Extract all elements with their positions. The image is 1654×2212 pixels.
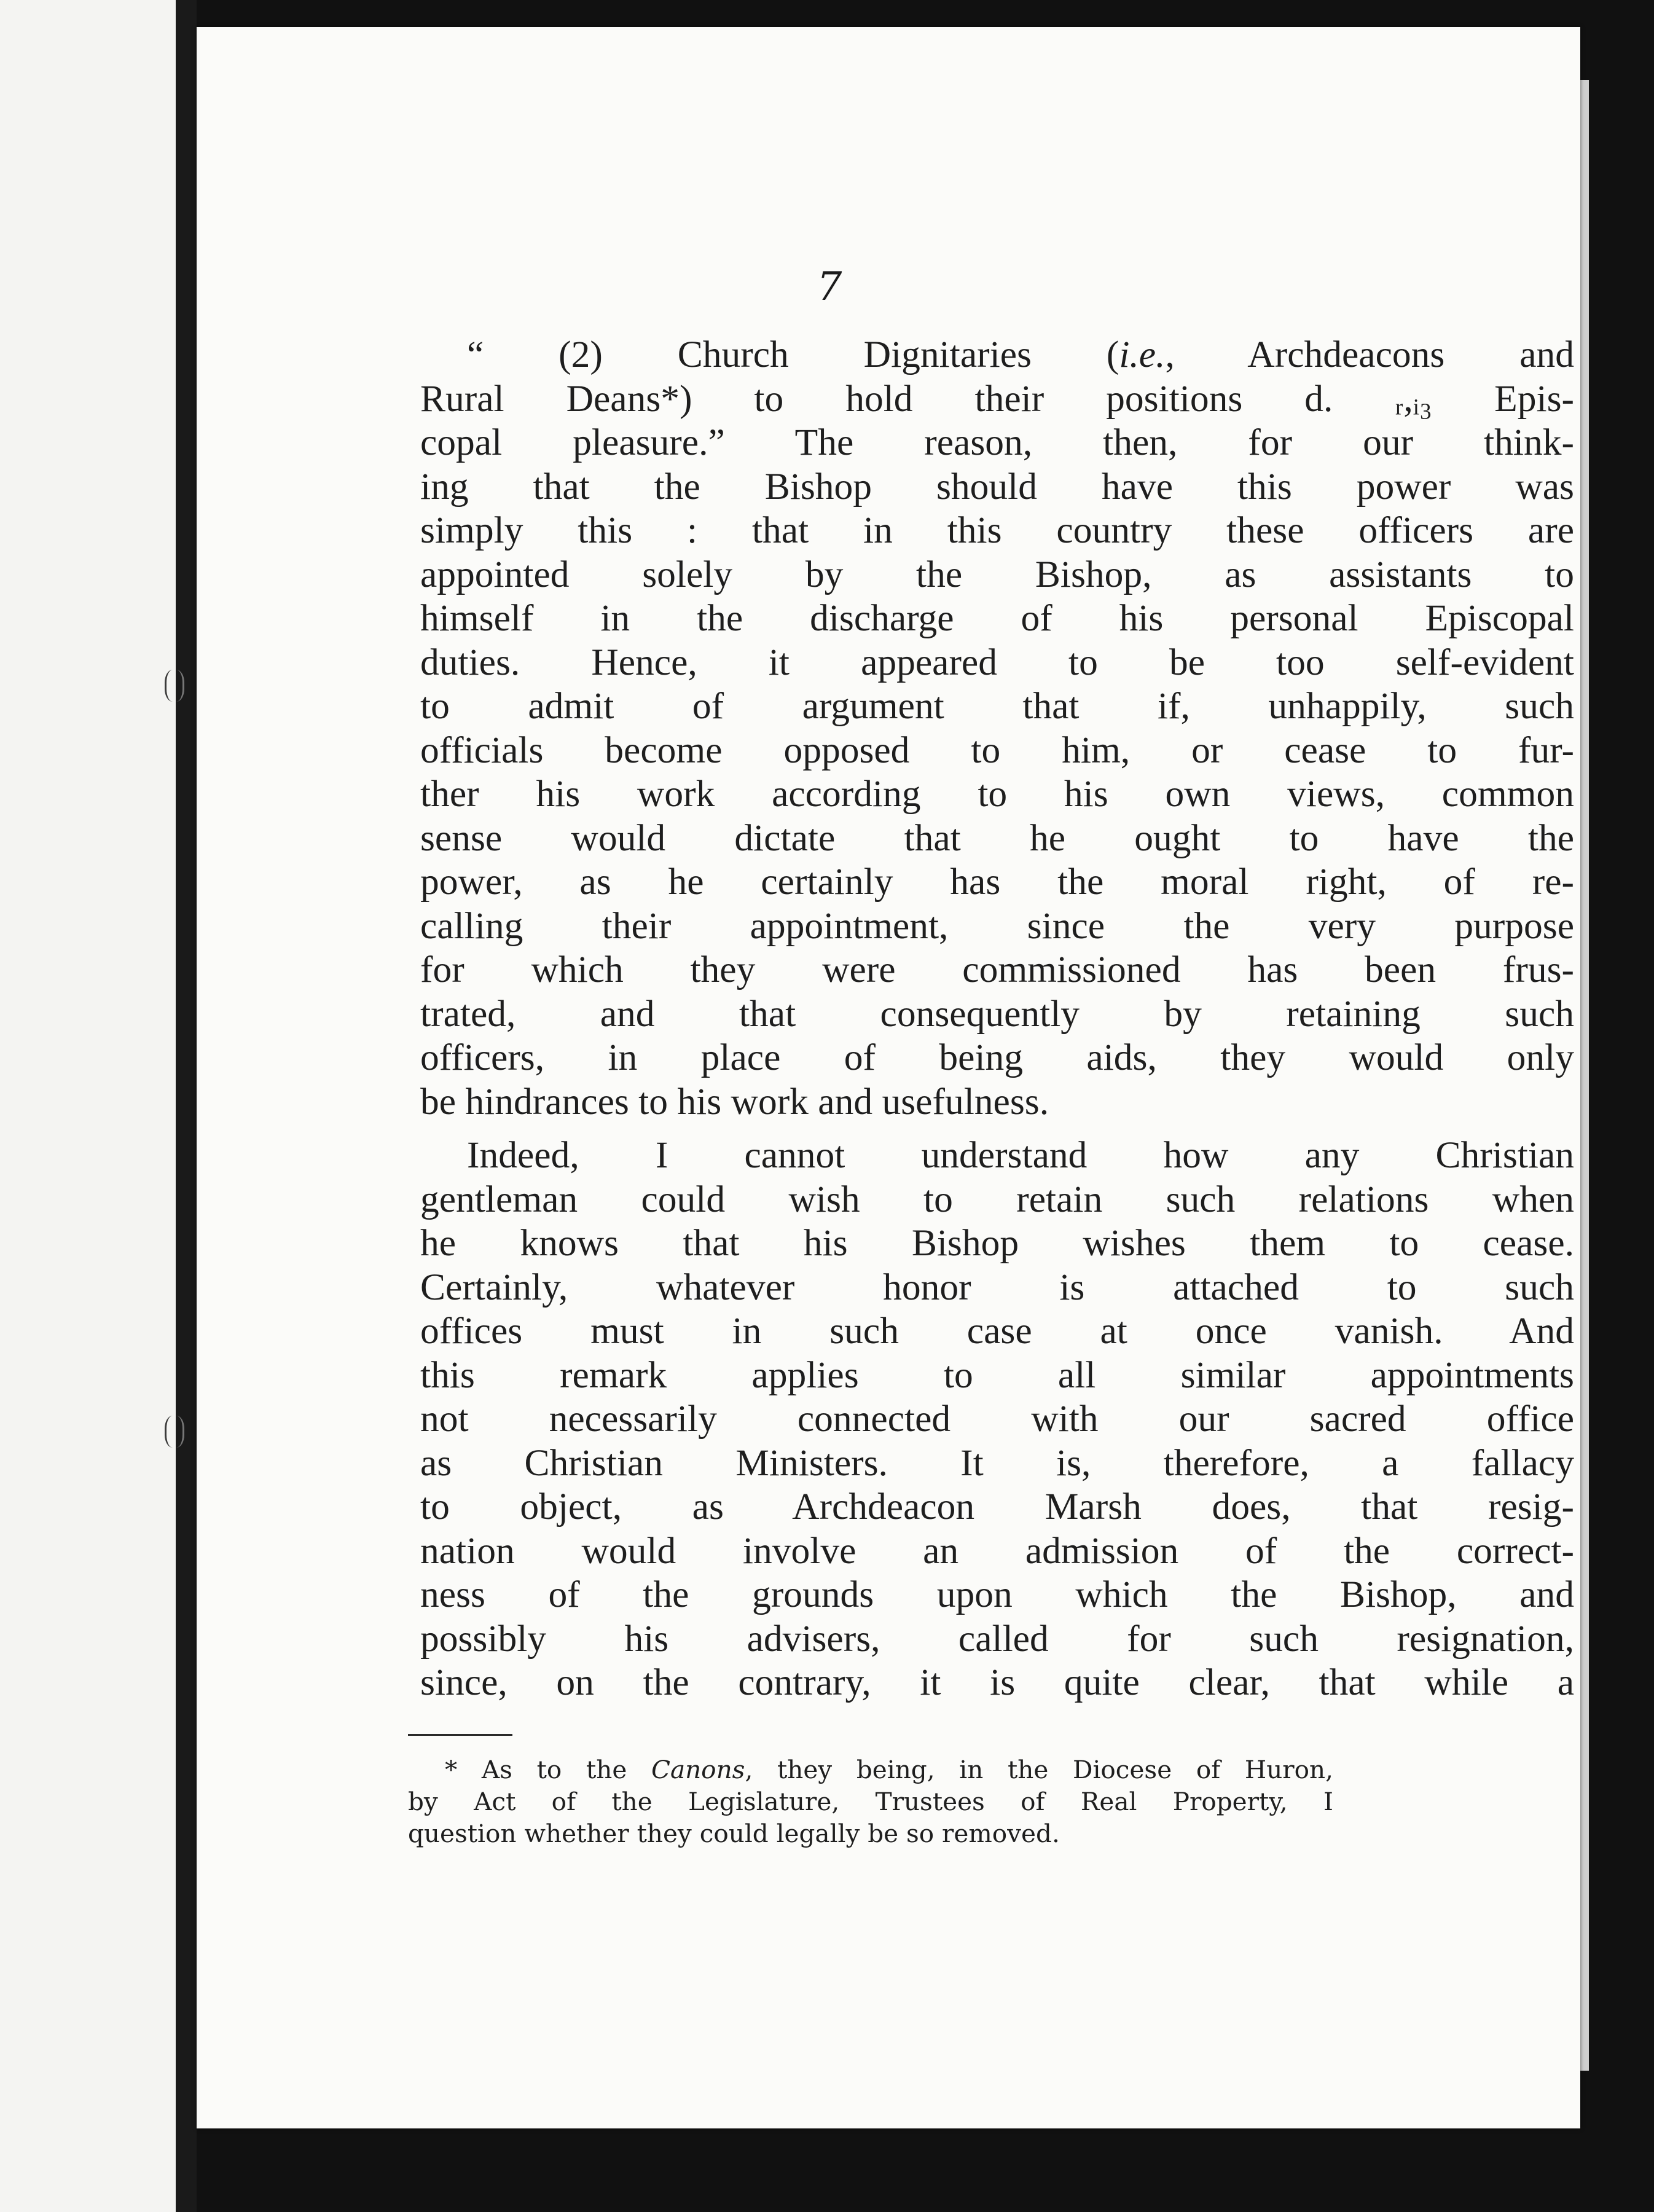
text-line: “ (2) Church Dignitaries (i.e., Archdeacons and: [467, 334, 1574, 375]
text-line: ness of the grounds upon which the Bishop, and: [420, 1574, 1574, 1615]
text-line: possibly his advisers, called for such resignation,: [420, 1617, 1574, 1660]
text-line: gentleman could wish to retain such relations when: [420, 1178, 1574, 1220]
body-text: [420, 333, 1574, 1705]
text-line: ing that the Bishop should have this power was: [420, 465, 1574, 508]
text-line: himself in the discharge of his personal Episcopal: [420, 597, 1574, 639]
binding-thread-bottom: [165, 1416, 184, 1448]
text-line: Rural Deans*) to hold their positions d. ᵣ,ᵢ₃ Epis-: [420, 377, 1574, 420]
page-shadow-edge: [1580, 80, 1589, 2071]
binding-thread-top: [165, 670, 184, 702]
text-line: power, as he certainly has the moral right, of re-: [420, 861, 1574, 903]
text-line: be hindrances to his work and usefulness.: [420, 1080, 1049, 1123]
footnote-line: * As to the Canons, they being, in the Diocese of Huron,: [445, 1755, 1334, 1784]
paragraph-1: [420, 333, 1574, 1124]
footnote-line: question whether they could legally be so removed.: [408, 1819, 1060, 1848]
text-line: to admit of argument that if, unhappily, such: [420, 685, 1574, 727]
previous-page-edge: [0, 0, 176, 2212]
text-line: to object, as Archdeacon Marsh does, that resig-: [420, 1486, 1574, 1528]
text-line: offices must in such case at once vanish. And: [420, 1310, 1574, 1352]
text-line: since, on the contrary, it is quite clear, that while a: [420, 1661, 1574, 1703]
page-number: 7: [817, 264, 842, 310]
binding-gutter: [176, 0, 197, 2212]
text-line: appointed solely by the Bishop, as assistants to: [420, 553, 1574, 595]
text-line: not necessarily connected with our sacred office: [420, 1398, 1574, 1440]
text-line: nation would involve an admission of the correct-: [420, 1529, 1574, 1572]
text-line: he knows that his Bishop wishes them to cease.: [420, 1222, 1574, 1264]
paragraph-2: [420, 1134, 1574, 1705]
text-line: sense would dictate that he ought to have the: [420, 817, 1574, 859]
text-line: simply this : that in this country these officers are: [420, 509, 1574, 551]
text-line: Certainly, whatever honor is attached to such: [420, 1266, 1574, 1308]
text-line: as Christian Ministers. It is, therefore, a fallacy: [420, 1441, 1574, 1484]
text-line: trated, and that consequently by retaining such: [420, 992, 1574, 1035]
text-line: copal pleasure.” The reason, then, for our think-: [420, 422, 1574, 463]
text-line: officials become opposed to him, or cease to fur-: [420, 729, 1574, 771]
text-line: calling their appointment, since the very purpose: [420, 904, 1574, 947]
footnote-line: by Act of the Legislature, Trustees of Real Property, I: [408, 1787, 1333, 1816]
text-line: duties. Hence, it appeared to be too self-evident: [420, 641, 1574, 683]
footnote: [408, 1754, 1333, 1849]
text-line: officers, in place of being aids, they would only: [420, 1037, 1574, 1078]
footnote-rule: [408, 1734, 512, 1736]
text-line: this remark applies to all similar appointments: [420, 1354, 1574, 1396]
text-line: Indeed, I cannot understand how any Christian: [467, 1134, 1574, 1176]
text-line: ther his work according to his own views, common: [420, 773, 1574, 815]
text-line: for which they were commissioned has been frus-: [420, 949, 1574, 990]
